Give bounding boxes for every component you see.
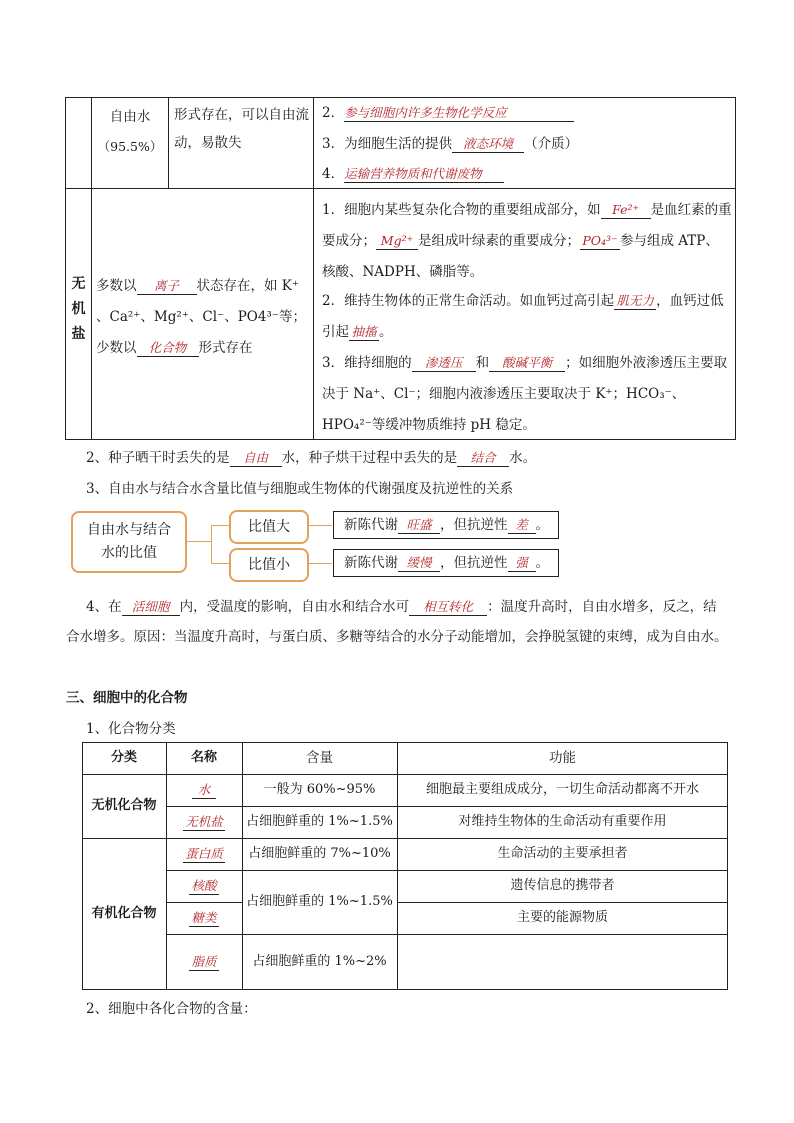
header-content: 含量 <box>306 750 333 766</box>
row-name: 无机盐 <box>183 814 225 831</box>
header-name: 名称 <box>190 750 217 765</box>
row-name: 脂质 <box>189 954 219 971</box>
free-water-percent: （95.5%） <box>97 139 163 154</box>
free-water-function-2: 2．参与细胞内许多生物化学反应 <box>322 99 574 128</box>
paragraph-3: 3、自由水与结合水含量比值与细胞或生物体的代谢强度及抗逆性的关系 <box>86 481 514 497</box>
row-name-cell <box>166 902 242 934</box>
row-name-cell <box>166 806 242 838</box>
paragraph-2: 2、种子晒干时丢失的是 自由 水，种子烘干过程中丢失的是 结合 水。 <box>86 450 537 466</box>
row-content: 占细胞鲜重的 1%~1.5% <box>246 894 393 909</box>
row-name-cell <box>166 838 242 870</box>
free-water-function-4: 4．运输营养物质和代谢废物 <box>322 160 504 189</box>
salt-function-1: 1．细胞内某些复杂化合物的重要组成部分，如 Fe²⁺ 是血红素的重要成分； Mg²⁺ 是组成叶绿素的重要成分； PO₄³⁻ 参与组成 ATP、核酸、NADPH、磷脂等。 <box>322 202 732 280</box>
ratio-low-box: 比值小 <box>229 548 309 582</box>
salt-form: 多数以 离子 状态存在，如 K⁺ 、Ca²⁺、Mg²⁺、Cl⁻、PO4³⁻等；少数以 化合物 形式存在 <box>96 278 306 356</box>
section-3-sub1: 1、化合物分类 <box>86 721 176 737</box>
header-category: 分类 <box>110 750 137 765</box>
row-content: 一般为 60%~95% <box>263 782 376 797</box>
row-name: 蛋白质 <box>183 846 225 863</box>
ratio-high-box: 比值大 <box>229 510 309 544</box>
row-function: 对维持生物体的生命活动有重要作用 <box>458 814 667 829</box>
ratio-high-result: 新陈代谢 旺盛 ，但抗逆性 差 。 <box>333 511 559 539</box>
paragraph-4: 4、在 活细胞 内，受温度的影响，自由水和结合水可 相互转化 ：温度升高时，自由水增多，反之，结合水增多。原因：当温度升高时，与蛋白质、多糖等结合的水分子动能增加，会挣脱氢键的束缚，成为自由水。 <box>66 599 728 645</box>
row-name-cell <box>166 774 242 806</box>
free-water-function-3: 3．为细胞生活的提供 液态环境 （介质） <box>322 136 579 152</box>
category-organic: 有机化合物 <box>91 906 157 921</box>
row-name-cell <box>166 870 242 902</box>
row-function: 细胞最主要组成成分，一切生命活动都离不开水 <box>425 782 699 797</box>
ratio-main-box: 自由水与结合水的比值 <box>71 511 187 573</box>
section-3-title: 三、细胞中的化合物 <box>66 690 188 706</box>
row-function: 遗传信息的携带者 <box>510 878 615 893</box>
header-function: 功能 <box>549 750 576 766</box>
row-content: 占细胞鲜重的 7%~10% <box>248 846 391 861</box>
ratio-low-result: 新陈代谢 缓慢 ，但抗逆性 强 。 <box>333 549 559 577</box>
salt-function-2: 2．维持生物体的正常生命活动。如血钙过高引起 肌无力 ，血钙过低引起 抽搐 。 <box>322 293 724 340</box>
row-name: 水 <box>192 782 216 799</box>
row-function: 生命活动的主要承担者 <box>497 846 628 861</box>
row-content: 占细胞鲜重的 1%~1.5% <box>246 814 393 829</box>
row-name-cell <box>166 934 242 990</box>
salt-function-3: 3．维持细胞的 渗透压 和 酸碱平衡 ；如细胞外液渗透压主要取决于 Na⁺、Cl⁻；细胞内液渗透压主要取决于 K⁺；HCO₃⁻、HPO₄²⁻等缓冲物质维持 pH 稳定。 <box>322 355 728 433</box>
row-name: 糖类 <box>189 910 219 927</box>
free-water-label: 自由水 <box>109 109 151 125</box>
section-3-sub2: 2、细胞中各化合物的含量： <box>86 1001 257 1017</box>
row-content: 占细胞鲜重的 1%~2% <box>252 954 387 969</box>
salt-label: 无机盐 <box>71 276 86 342</box>
row-function: 主要的能源物质 <box>516 910 608 925</box>
free-water-form: 形式存在，可以自由流动，易散失 <box>174 107 309 151</box>
category-inorganic: 无机化合物 <box>91 798 157 813</box>
row-name: 核酸 <box>189 878 219 895</box>
